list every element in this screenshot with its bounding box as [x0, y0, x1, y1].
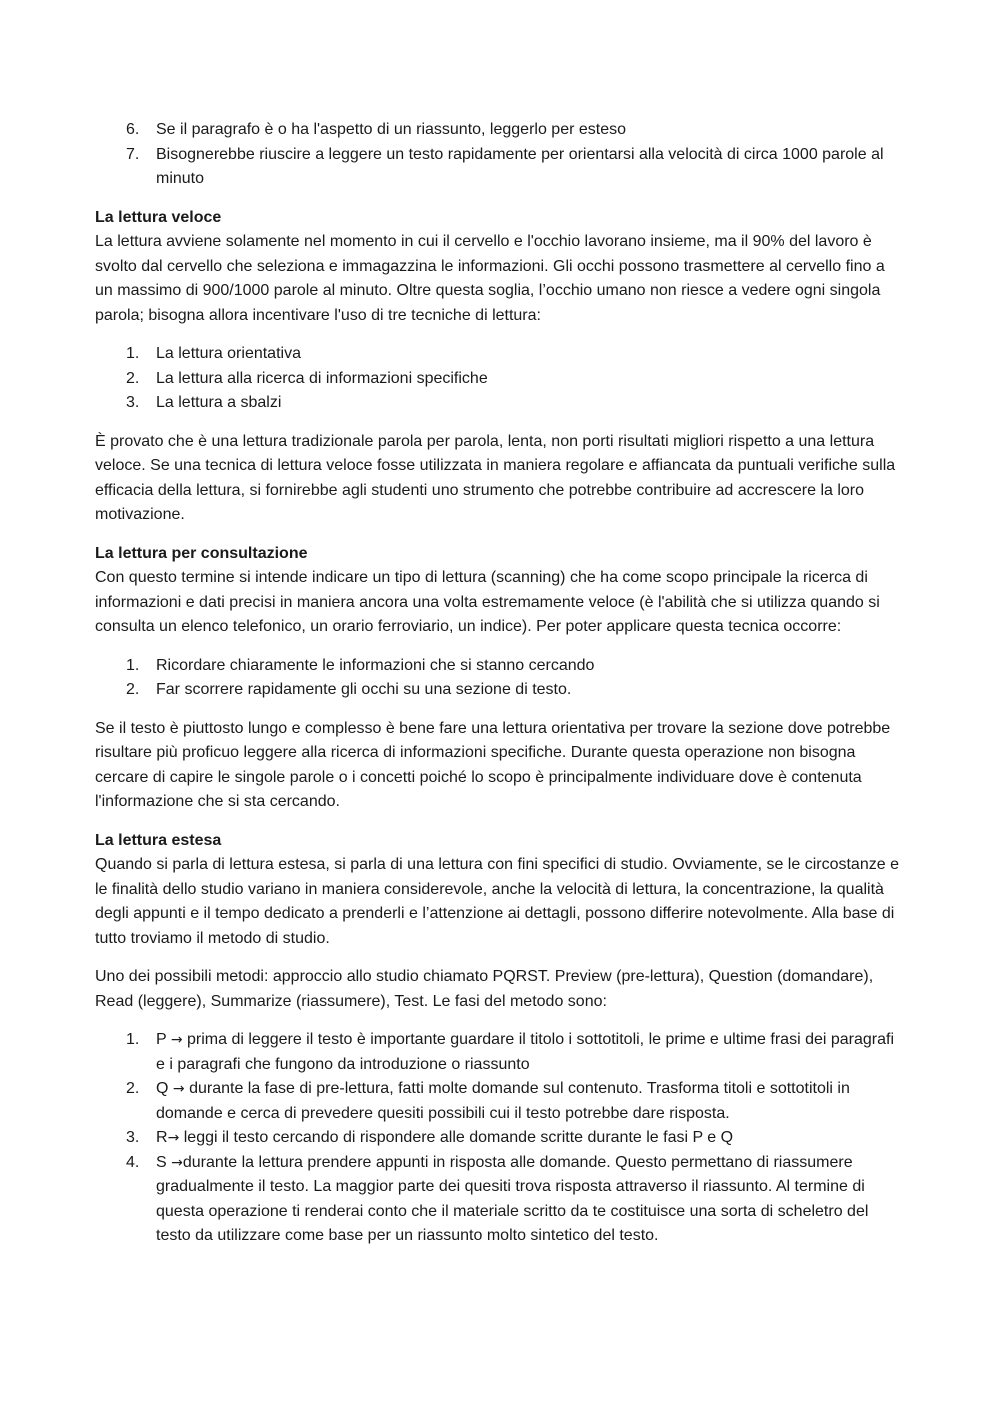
- list-text: durante la fase di pre-lettura, fatti molte domande sul contenuto. Trasforma titoli e sottotitoli in domande e cerca di prevedere quesiti possibili cui il testo potrebbe dare risposta.: [156, 1080, 850, 1122]
- list-number: 6.: [126, 121, 140, 138]
- list-number: 2.: [126, 369, 140, 387]
- paragraph-text: La lettura avviene solamente nel momento in cui il cervello e l'occhio lavorano insieme, ma il 90% del lavoro è svolto dal cervello che seleziona e immagazzina le informazioni. Gli occhi possono trasmettere al cervello fino a un massimo di 900/1000 parole al minuto. Oltre questa soglia, l’occhio umano non riesce a vedere ogni singola parola; bisogna allora incentivare l'uso di tre tecniche di lettura:: [95, 233, 885, 324]
- section-heading: La lettura estesa: [95, 831, 222, 849]
- list-text: durante la lettura prendere appunti in risposta alle domande. Questo permettano di riassumere gradualmente il testo. La maggior parte dei quesiti trova risposta attraverso il riassunto. Al termine di questa operazione ti renderai conto che il materiale scritto da te costituisce una sorta di scheletro del testo da utilizzare come base per un riassunto molto sintetico del testo.: [156, 1153, 869, 1244]
- paragraph: Uno dei possibili metodi: approccio allo studio chiamato PQRST. Preview (pre-lettura), Question (domandare), Read (leggere), Summarize (riassumere), Test. Le fasi del metodo sono:: [95, 968, 874, 1010]
- section-lettura-estesa: [95, 829, 905, 1249]
- paragraph: [95, 206, 905, 329]
- list-item: [95, 118, 905, 143]
- list-text: Far scorrere rapidamente gli occhi su una sezione di testo.: [156, 681, 572, 698]
- list-item: [95, 1126, 905, 1151]
- phase-letter: R: [156, 1129, 168, 1146]
- list-number: 1.: [126, 1031, 140, 1048]
- list-item: [95, 342, 905, 367]
- list-text: leggi il testo cercando di rispondere alle domande scritte durante le fasi P e Q: [179, 1129, 734, 1146]
- list-item: [95, 391, 905, 416]
- list-item: [95, 1151, 905, 1249]
- list-number: 1.: [126, 345, 140, 362]
- list-text: Ricordare chiaramente le informazioni che si stanno cercando: [156, 656, 595, 674]
- list-item: [95, 367, 905, 392]
- phase-letter: P: [156, 1031, 171, 1048]
- list-number: 7.: [126, 145, 140, 163]
- arrow-right-icon: →: [172, 1081, 185, 1097]
- arrow-right-icon: →: [167, 1130, 180, 1146]
- section-heading: La lettura per consultazione: [95, 544, 308, 562]
- paragraph-text: Con questo termine si intende indicare un tipo di lettura (scanning) che ha come scopo principale la ricerca di informazioni e dati precisi in maniera ancora una volta estremamente veloce (è l'abilità che si utilizza quando si consulta un elenco telefonico, un orario ferroviario, un indice). Per poter applicare questa tecnica occorre:: [95, 569, 880, 635]
- paragraph: È provato che è una lettura tradizionale parola per parola, lenta, non porti risultati migliori rispetto a una lettura veloce. Se una tecnica di lettura veloce fosse utilizzata in maniera regolare e affiancata da puntuali verifiche sulla efficacia della lettura, si fornirebbe agli studenti uno strumento che potrebbe contribuire ad accrescere la loro motivazione.: [95, 432, 896, 523]
- list-number: 2.: [126, 681, 140, 698]
- list-text: prima di leggere il testo è importante guardare il titolo i sottotitoli, le prime e ultime frasi dei paragrafi e i paragrafi che fungono da introduzione o riassunto: [156, 1031, 895, 1073]
- paragraph: Se il testo è piuttosto lungo e complesso è bene fare una lettura orientativa per trovare la sezione dove potrebbe risultare più proficuo leggere alla ricerca di informazioni specifiche. Durante questa operazione non bisogna cercare di capire le singole parole o i concetti poiché lo scopo è principalmente individuare dove è contenuta l'informazione che si sta cercando.: [95, 719, 891, 810]
- arrow-right-icon: →: [170, 1032, 183, 1048]
- list-text: La lettura orientativa: [156, 345, 301, 362]
- list-number: 3.: [126, 394, 140, 411]
- paragraph: [95, 829, 905, 952]
- pqrst-list: [95, 1028, 905, 1249]
- list-item: [95, 143, 905, 192]
- section-heading: La lettura veloce: [95, 208, 222, 226]
- section-lettura-veloce: [95, 206, 905, 528]
- phase-letter: S: [156, 1153, 172, 1171]
- steps-list: [95, 654, 905, 703]
- phase-letter: Q: [156, 1080, 173, 1097]
- list-number: 1.: [126, 656, 140, 674]
- section-lettura-consultazione: [95, 542, 905, 815]
- arrow-right-icon: →: [171, 1154, 183, 1171]
- list-text: Bisognerebbe riuscire a leggere un testo rapidamente per orientarsi alla velocità di circa 1000 parole al minuto: [156, 145, 884, 187]
- list-item: [95, 1028, 905, 1077]
- list-item: [95, 678, 905, 703]
- list-item: [95, 1077, 905, 1126]
- list-text: La lettura a sbalzi: [156, 394, 282, 411]
- list-text: Se il paragrafo è o ha l'aspetto di un riassunto, leggerlo per esteso: [156, 121, 627, 138]
- list-text: La lettura alla ricerca di informazioni specifiche: [156, 369, 488, 387]
- list-number: 4.: [126, 1153, 140, 1171]
- paragraph-text: Quando si parla di lettura estesa, si parla di una lettura con fini specifici di studio. Ovviamente, se le circostanze e le finalità dello studio variano in maniera considerevole, anche la velocità di lettura, la concentrazione, la qualità degli appunti e il tempo dedicato a prenderli e l’attenzione ai dettagli, possono differire notevolmente. Alla base di tutto troviamo il metodo di studio.: [95, 856, 899, 947]
- list-number: 2.: [126, 1080, 140, 1097]
- list-number: 3.: [126, 1129, 140, 1146]
- techniques-list: [95, 342, 905, 416]
- list-top: [95, 118, 905, 192]
- paragraph: [95, 542, 905, 640]
- list-item: [95, 654, 905, 679]
